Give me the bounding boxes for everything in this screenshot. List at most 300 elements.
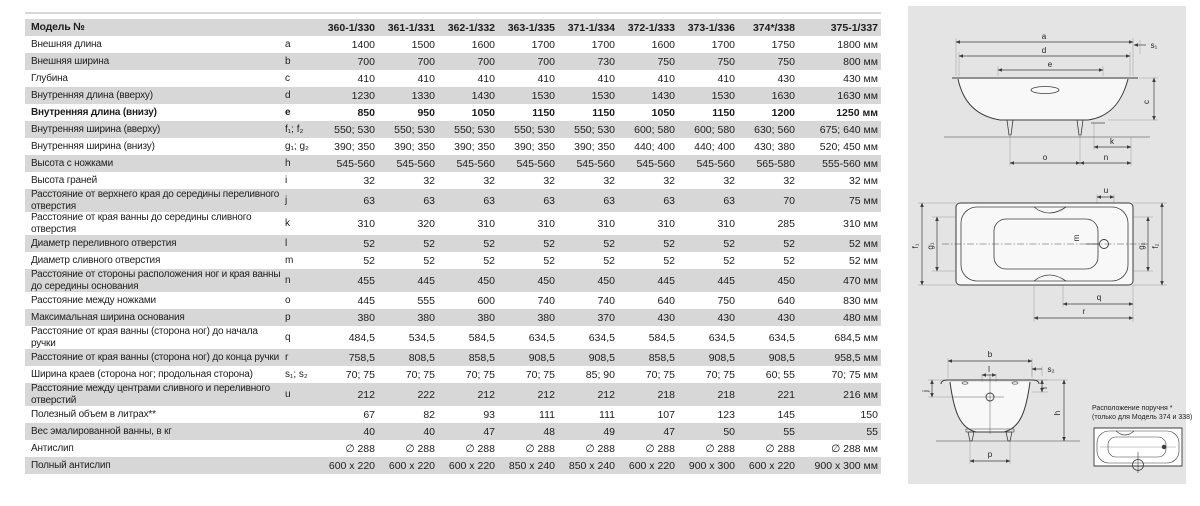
spec-value-cell: 634,5 [708, 331, 735, 344]
spec-value-cell: ∅ 288 [645, 442, 675, 455]
spec-value-cell: 52 [543, 237, 555, 250]
spec-row-letter: l [285, 238, 288, 249]
spec-value-cell: 640 [777, 294, 795, 307]
table-row [25, 172, 881, 189]
spec-value-cell: 70; 75 [705, 368, 735, 381]
spec-value-cell: 32 [723, 174, 735, 187]
spec-row-letter: u [285, 389, 291, 400]
spec-value-cell: 1600 [651, 38, 675, 51]
spec-value-cell: 52 мм [848, 237, 878, 250]
spec-row-letter: q [285, 332, 291, 343]
table-row [25, 121, 881, 138]
spec-value-cell: 1050 [471, 106, 495, 119]
spec-value-cell: 1630 [771, 89, 795, 102]
handle-location-caption [1092, 405, 1194, 422]
spec-value-cell: 430 [777, 72, 795, 85]
spec-value-cell: 70; 75 [525, 368, 555, 381]
spec-value-cell: 450 [537, 274, 555, 287]
spec-value-cell: 32 [783, 174, 795, 187]
spec-row-label: Внутренняя ширина (внизу) [31, 140, 155, 152]
spec-value-cell: 63 [423, 194, 435, 207]
spec-value-cell: 600 x 220 [388, 459, 435, 472]
spec-value-cell: 1050 [651, 106, 675, 119]
dim-label-e: e [1047, 60, 1053, 69]
model-header-cell: 372-1/333 [627, 21, 675, 34]
spec-row-letter: e [285, 107, 291, 118]
spec-value-cell: 908,5 [708, 351, 735, 364]
spec-value-cell: 390; 350 [514, 140, 555, 153]
dim-label-o: o [1042, 153, 1048, 162]
table-header-row [25, 19, 881, 36]
spec-value-cell: 111 [539, 408, 555, 421]
spec-value-cell: 380 [477, 311, 495, 324]
spec-value-cell: 900 x 300 [688, 459, 735, 472]
spec-value-cell: 480 мм [843, 311, 878, 324]
model-header-cell: 360-1/330 [327, 21, 375, 34]
model-header-cell: 373-1/336 [687, 21, 735, 34]
spec-value-cell: 1230 [351, 89, 375, 102]
spec-value-cell: 730 [597, 55, 615, 68]
spec-row-label: Полезный объем в литрах** [31, 408, 156, 420]
spec-value-cell: 310 [717, 217, 735, 230]
spec-value-cell: 1150 [712, 106, 735, 119]
spec-row-label: Расстояние от верхнего края до середины переливного отверстия [31, 189, 280, 212]
table-row [25, 406, 881, 423]
spec-value-cell: 550; 530 [394, 123, 435, 136]
spec-value-cell: 675; 640 мм [819, 123, 878, 136]
spec-value-cell: 750 [657, 55, 675, 68]
spec-value-cell: 850 [357, 106, 375, 119]
spec-value-cell: 584,5 [648, 331, 675, 344]
spec-value-cell: 445 [357, 294, 375, 307]
table-row [25, 70, 881, 87]
dim-label-g2: g₂ [1137, 242, 1146, 250]
spec-value-cell: 32 [363, 174, 375, 187]
spec-value-cell: 900 x 300 мм [814, 459, 878, 472]
spec-value-cell: 410 [357, 72, 375, 85]
table-row [25, 349, 881, 366]
model-header-cell: 374*/338 [752, 21, 795, 34]
spec-value-cell: 1250 мм [836, 106, 878, 119]
spec-value-cell: 534,5 [408, 331, 435, 344]
spec-value-cell: 758,5 [348, 351, 375, 364]
table-row [25, 269, 881, 292]
table-body [25, 36, 881, 474]
spec-value-cell: ∅ 288 [705, 442, 735, 455]
spec-value-cell: 550; 530 [334, 123, 375, 136]
spec-value-cell: 70; 75 [465, 368, 495, 381]
spec-value-cell: 450 [777, 274, 795, 287]
table-row [25, 326, 881, 349]
spec-value-cell: 285 [777, 217, 795, 230]
table-row [25, 53, 881, 70]
spec-value-cell: 32 [483, 174, 495, 187]
spec-value-cell: 150 [860, 408, 878, 421]
dim-label-m: m [1072, 234, 1081, 242]
spec-value-cell: 310 [597, 217, 615, 230]
dim-label-a: a [1041, 32, 1047, 41]
handle-location-diagram [1092, 426, 1184, 474]
dim-label-c: c [1142, 100, 1151, 104]
spec-row-letter: o [285, 295, 291, 306]
dim-label-h: h [1053, 410, 1062, 416]
dim-label-f2: f₂ [1151, 243, 1160, 249]
spec-value-cell: 32 [663, 174, 675, 187]
spec-value-cell: 32 [603, 174, 615, 187]
table-row [25, 104, 881, 121]
spec-value-cell: 93 [483, 408, 495, 421]
spec-row-letter: s₁; s₂ [285, 369, 308, 380]
spec-row-letter: j [285, 195, 288, 206]
spec-value-cell: 850 x 240 [508, 459, 555, 472]
spec-value-cell: 545-560 [576, 157, 615, 170]
spec-value-cell: 700 [477, 55, 495, 68]
top-view-diagram [908, 182, 1186, 334]
spec-value-cell: 380 [357, 311, 375, 324]
table-row [25, 212, 881, 235]
spec-value-cell: 145 [777, 408, 795, 421]
spec-row-letter: p [285, 312, 291, 323]
spec-value-cell: 950 [417, 106, 435, 119]
spec-value-cell: 750 [717, 294, 735, 307]
spec-value-cell: 52 [543, 254, 555, 267]
side-view-diagram [908, 14, 1186, 176]
spec-value-cell: 858,5 [468, 351, 495, 364]
spec-value-cell: 370 [597, 311, 615, 324]
table-row [25, 440, 881, 457]
spec-value-cell: 82 [423, 408, 435, 421]
model-header-cell: 361-1/331 [387, 21, 435, 34]
dim-label-k: k [1110, 137, 1114, 146]
spec-value-cell: 52 мм [848, 254, 878, 267]
spec-value-cell: 212 [357, 388, 375, 401]
table-row [25, 423, 881, 440]
spec-value-cell: 1200 [771, 106, 795, 119]
spec-value-cell: 52 [363, 237, 375, 250]
table-row [25, 292, 881, 309]
spec-row-label: Внешняя ширина [31, 55, 109, 67]
spec-value-cell: 600 x 220 [328, 459, 375, 472]
spec-value-cell: 380 [537, 311, 555, 324]
spec-value-cell: 450 [477, 274, 495, 287]
dim-label-j: j [921, 390, 930, 392]
spec-value-cell: 52 [723, 254, 735, 267]
spec-value-cell: 555 [417, 294, 435, 307]
spec-value-cell: 380 [417, 311, 435, 324]
spec-value-cell: 310 [357, 217, 375, 230]
spec-row-label: Диаметр переливного отверстия [31, 237, 177, 249]
spec-row-label: Внутренняя длина (внизу) [31, 106, 157, 118]
spec-value-cell: 63 [483, 194, 495, 207]
spec-value-cell: 52 [423, 254, 435, 267]
caption-line1: Расположение поручня * [1092, 405, 1173, 412]
spec-value-cell: 1150 [592, 106, 615, 119]
spec-value-cell: 1500 [411, 38, 435, 51]
spec-value-cell: 634,5 [768, 331, 795, 344]
spec-value-cell: 634,5 [588, 331, 615, 344]
spec-value-cell: 47 [483, 425, 495, 438]
spec-value-cell: 32 мм [848, 174, 878, 187]
spec-value-cell: 410 [717, 72, 735, 85]
spec-value-cell: 430 мм [843, 72, 878, 85]
spec-value-cell: 70; 75 [405, 368, 435, 381]
spec-value-cell: 740 [537, 294, 555, 307]
spec-value-cell: 430; 380 [754, 140, 795, 153]
spec-value-cell: 1530 [711, 89, 735, 102]
spec-value-cell: 1430 [651, 89, 675, 102]
spec-value-cell: 684,5 мм [834, 331, 878, 344]
spec-value-cell: 50 [723, 425, 735, 438]
spec-value-cell: 40 [363, 425, 375, 438]
spec-row-letter: b [285, 56, 291, 67]
spec-value-cell: 584,5 [468, 331, 495, 344]
spec-value-cell: 67 [363, 408, 375, 421]
spec-value-cell: 75 мм [848, 194, 878, 207]
spec-value-cell: 63 [663, 194, 675, 207]
table-row [25, 138, 881, 155]
spec-value-cell: 52 [483, 237, 495, 250]
spec-value-cell: ∅ 288 [465, 442, 495, 455]
spec-row-label: Максимальная ширина основания [31, 311, 185, 323]
spec-value-cell: 908,5 [588, 351, 615, 364]
spec-value-cell: 600; 580 [694, 123, 735, 136]
table-top-rule [25, 12, 881, 14]
spec-row-label: Расстояние от стороны расположения ног и края ванны до середины основания [31, 269, 281, 292]
spec-value-cell: 700 [537, 55, 555, 68]
spec-value-cell: 60; 55 [765, 368, 795, 381]
spec-value-cell: 850 x 240 [568, 459, 615, 472]
spec-value-cell: 52 [603, 254, 615, 267]
spec-row-label: Вес эмалированной ванны, в кг [31, 425, 172, 437]
spec-value-cell: 445 [417, 274, 435, 287]
spec-row-label: Внутренняя длина (вверху) [31, 89, 153, 101]
spec-value-cell: 410 [477, 72, 495, 85]
spec-value-cell: 70; 75 [645, 368, 675, 381]
spec-row-label: Расстояние между центрами сливного и переливного отверстий [31, 383, 270, 406]
spec-row-letter: f₁; f₂ [285, 124, 304, 135]
spec-value-cell: 63 [603, 194, 615, 207]
spec-value-cell: 470 мм [843, 274, 878, 287]
model-header-cell: 363-1/335 [507, 21, 555, 34]
dim-label-f1: f₁ [911, 243, 920, 249]
spec-value-cell: 908,5 [768, 351, 795, 364]
spec-value-cell: 445 [717, 274, 735, 287]
table-row [25, 87, 881, 104]
spec-value-cell: ∅ 288 [525, 442, 555, 455]
model-header-cell: 375-1/337 [830, 21, 878, 34]
spec-value-cell: 1330 [411, 89, 435, 102]
spec-value-cell: 600 x 220 [748, 459, 795, 472]
spec-row-label: Высота граней [31, 174, 97, 186]
spec-row-label: Внешняя длина [31, 38, 102, 50]
table-row [25, 309, 881, 326]
spec-value-cell: 1530 [531, 89, 555, 102]
spec-table [25, 19, 881, 474]
spec-value-cell: 545-560 [516, 157, 555, 170]
spec-value-cell: 634,5 [528, 331, 555, 344]
spec-value-cell: 310 [477, 217, 495, 230]
dim-label-n: n [1103, 153, 1109, 162]
spec-row-letter: m [285, 255, 294, 266]
spec-value-cell: 63 [723, 194, 735, 207]
spec-value-cell: 545-560 [336, 157, 375, 170]
spec-value-cell: 310 [657, 217, 675, 230]
spec-row-letter: h [285, 158, 291, 169]
spec-value-cell: 52 [723, 237, 735, 250]
spec-value-cell: ∅ 288 [585, 442, 615, 455]
spec-value-cell: ∅ 288 [405, 442, 435, 455]
spec-value-cell: 1530 [591, 89, 615, 102]
spec-value-cell: 49 [603, 425, 615, 438]
spec-value-cell: 800 мм [843, 55, 878, 68]
dim-label-u: u [1103, 186, 1109, 195]
spec-value-cell: 520; 450 мм [819, 140, 878, 153]
spec-value-cell: 484,5 [348, 331, 375, 344]
spec-value-cell: 440; 400 [634, 140, 675, 153]
spec-row-letter: a [285, 39, 291, 50]
spec-value-cell: 600 x 220 [628, 459, 675, 472]
spec-value-cell: 212 [597, 388, 615, 401]
spec-value-cell: 410 [597, 72, 615, 85]
spec-value-cell: 218 [717, 388, 735, 401]
spec-value-cell: 1700 [591, 38, 615, 51]
spec-row-label: Расстояние от края ванны (сторона ног) до конца ручки [31, 351, 279, 363]
dim-label-i: i [1040, 387, 1049, 389]
spec-value-cell: 52 [663, 237, 675, 250]
spec-value-cell: 85; 90 [585, 368, 615, 381]
spec-value-cell: 550; 530 [514, 123, 555, 136]
spec-value-cell: 600 x 220 [448, 459, 495, 472]
dim-label-s1: s₁ [1150, 41, 1158, 50]
model-header-cell: 371-1/334 [567, 21, 615, 34]
spec-value-cell: 107 [657, 408, 675, 421]
spec-value-cell: 390; 350 [454, 140, 495, 153]
spec-value-cell: ∅ 288 [765, 442, 795, 455]
dim-label-g1: g₁ [926, 242, 935, 250]
model-header-cell: 362-1/332 [447, 21, 495, 34]
spec-row-label: Высота с ножками [31, 157, 113, 169]
spec-value-cell: 700 [417, 55, 435, 68]
spec-row-letter: d [285, 90, 291, 101]
spec-value-cell: 750 [777, 55, 795, 68]
table-row [25, 252, 881, 269]
spec-value-cell: 410 [537, 72, 555, 85]
spec-value-cell: 640 [657, 294, 675, 307]
spec-value-cell: 32 [543, 174, 555, 187]
spec-value-cell: 545-560 [636, 157, 675, 170]
spec-value-cell: 550; 530 [454, 123, 495, 136]
dim-label-r: r [1082, 307, 1086, 316]
spec-value-cell: 55 [866, 425, 878, 438]
spec-value-cell: 1800 мм [837, 38, 878, 51]
spec-value-cell: 555-560 мм [822, 157, 878, 170]
spec-value-cell: 63 [363, 194, 375, 207]
diagram-panel [908, 6, 1193, 484]
dim-label-d: d [1041, 46, 1047, 55]
spec-value-cell: 700 [357, 55, 375, 68]
spec-value-cell: 1700 [711, 38, 735, 51]
spec-value-cell: 830 мм [843, 294, 878, 307]
spec-row-label: Расстояние от края ванны до середины сливного отверстия [31, 212, 252, 235]
spec-value-cell: 212 [477, 388, 495, 401]
spec-value-cell: 630; 560 [754, 123, 795, 136]
cross-section-diagram [908, 342, 1088, 492]
dim-label-p: p [987, 450, 993, 459]
spec-value-cell: 430 [777, 311, 795, 324]
spec-value-cell: 40 [423, 425, 435, 438]
caption-line2: (только для Модель 374 и 338) [1092, 413, 1193, 421]
spec-row-label: Ширина краев (сторона ног; продольная сторона) [31, 368, 253, 380]
dim-label-b: b [987, 350, 993, 359]
spec-row-letter: c [285, 73, 290, 84]
table-row [25, 457, 881, 474]
spec-value-cell: 222 [417, 388, 435, 401]
table-row [25, 189, 881, 212]
spec-value-cell: 390; 350 [574, 140, 615, 153]
spec-value-cell: 808,5 [408, 351, 435, 364]
spec-row-letter: r [285, 352, 289, 363]
spec-value-cell: 390; 350 [394, 140, 435, 153]
dim-label-s2: s₂ [1047, 365, 1055, 374]
spec-value-cell: 750 [717, 55, 735, 68]
spec-value-cell: 52 [663, 254, 675, 267]
table-row [25, 235, 881, 252]
spec-value-cell: 52 [603, 237, 615, 250]
spec-value-cell: 310 мм [843, 217, 878, 230]
spec-value-cell: ∅ 288 мм [831, 442, 878, 455]
spec-value-cell: 858,5 [648, 351, 675, 364]
spec-value-cell: 430 [717, 311, 735, 324]
spec-value-cell: 450 [597, 274, 615, 287]
spec-value-cell: 1630 мм [837, 89, 878, 102]
spec-value-cell: 1600 [471, 38, 495, 51]
spec-value-cell: 1700 [531, 38, 555, 51]
table-row [25, 383, 881, 406]
spec-value-cell: 908,5 [528, 351, 555, 364]
spec-value-cell: 52 [783, 237, 795, 250]
spec-value-cell: 565-580 [756, 157, 795, 170]
spec-row-label: Антислип [31, 442, 74, 454]
spec-value-cell: 221 [777, 388, 795, 401]
spec-row-label: Глубина [31, 72, 68, 84]
spec-row-label: Расстояние от края ванны (сторона ног) до начала ручки [31, 326, 258, 349]
spec-value-cell: 740 [597, 294, 615, 307]
spec-value-cell: 212 [537, 388, 555, 401]
spec-value-cell: 52 [423, 237, 435, 250]
dim-label-q: q [1096, 293, 1102, 302]
spec-value-cell: 600; 580 [634, 123, 675, 136]
spec-value-cell: 455 [357, 274, 375, 287]
table-row [25, 155, 881, 172]
spec-value-cell: 1400 [351, 38, 375, 51]
spec-row-label: Расстояние между ножками [31, 294, 156, 306]
spec-row-letter: n [285, 275, 291, 286]
spec-value-cell: 63 [543, 194, 555, 207]
spec-value-cell: 70; 75 [345, 368, 375, 381]
spec-value-cell: 410 [657, 72, 675, 85]
spec-value-cell: 32 [423, 174, 435, 187]
spec-value-cell: ∅ 288 [345, 442, 375, 455]
spec-value-cell: 445 [657, 274, 675, 287]
spec-value-cell: 550; 530 [574, 123, 615, 136]
spec-value-cell: 55 [783, 425, 795, 438]
spec-row-letter: i [285, 175, 288, 186]
spec-value-cell: 310 [537, 217, 555, 230]
spec-value-cell: 320 [417, 217, 435, 230]
spec-value-cell: 430 [657, 311, 675, 324]
spec-value-cell: 48 [543, 425, 555, 438]
spec-value-cell: 47 [663, 425, 675, 438]
